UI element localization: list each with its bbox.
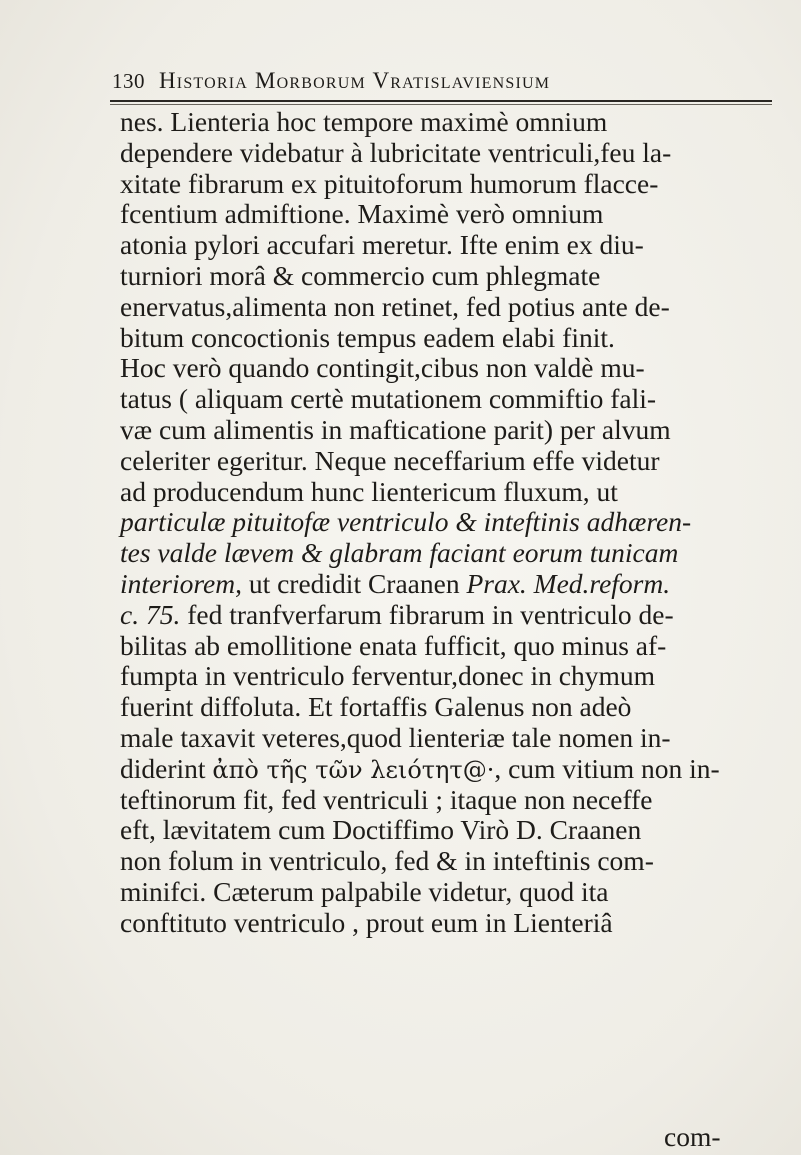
- roman-segment: ut credidit Craanen: [241, 567, 467, 599]
- text-line: conftituto ventriculo , prout eum in Lienteriâ: [120, 906, 613, 938]
- text-line: non folum in ventriculo, fed & in inteftinis com-: [120, 845, 654, 877]
- text-line-mixed: [120, 600, 770, 631]
- text-line: Hoc verò quando contingit,cibus non valdè mu-: [120, 352, 645, 384]
- page-number: 130: [112, 69, 145, 93]
- text-line: væ cum alimentis in mafticatione parit) per alvum: [120, 413, 671, 445]
- text-line: nes. Lienteria hoc tempore maximè omnium: [120, 106, 608, 137]
- roman-segment: diderint: [120, 752, 213, 784]
- text-line: tatus ( aliquam certè mutationem commiftio fali-: [120, 383, 657, 415]
- text-line: fuerint diffoluta. Et fortaffis Galenus non adeò: [120, 691, 632, 723]
- running-header: [112, 68, 772, 100]
- text-line-mixed: [120, 754, 770, 785]
- text-line: atonia pylori accufari meretur. Ifte enim ex diu-: [120, 229, 644, 261]
- body-text: [120, 107, 770, 939]
- text-line: fumpta in ventriculo ferventur,donec in chymum: [120, 660, 655, 692]
- italic-segment: interiorem,: [120, 567, 242, 599]
- text-line: ad producendum hunc lientericum fluxum, ut: [120, 475, 618, 507]
- italic-segment: c. 75.: [120, 598, 181, 630]
- text-line: celeriter egeritur. Neque neceffarium effe videtur: [120, 444, 660, 476]
- greek-phrase: ἀπὸ τῆς τῶν λειότητ@·: [212, 755, 495, 784]
- text-line-italic: particulæ pituitofæ ventriculo & inteftinis adhæren-: [120, 506, 692, 538]
- text-line: minifci. Cæterum palpabile videtur, quod ita: [120, 875, 609, 907]
- text-line-italic: tes valde lævem & glabram faciant eorum tunicam: [120, 537, 679, 569]
- roman-segment: fed tranfverfarum fibrarum in ventriculo de-: [180, 598, 674, 630]
- text-line: bilitas ab emollitione enata fufficit, quo minus af-: [120, 629, 667, 661]
- text-line: fcentium admiftione. Maximè verò omnium: [120, 198, 604, 230]
- text-line: dependere videbatur à lubricitate ventriculi,feu la-: [120, 136, 672, 168]
- italic-citation: Prax. Med.reform.: [466, 567, 671, 599]
- text-line: turniori morâ & commercio cum phlegmate: [120, 259, 601, 291]
- text-line: bitum concoctionis tempus eadem elabi finit.: [120, 321, 615, 353]
- text-line: enervatus,alimenta non retinet, fed potius ante de-: [120, 290, 670, 322]
- header-rule: [110, 100, 772, 102]
- text-line: xitate fibrarum ex pituitoforum humorum flacce-: [120, 167, 659, 199]
- text-line: teftinorum fit, fed ventriculi ; itaque non neceffe: [120, 783, 653, 815]
- header-rule-thin: [110, 104, 772, 105]
- text-line-mixed: [120, 569, 770, 600]
- catchword: com-: [664, 1121, 721, 1152]
- running-title: Historia Morborum Vratislaviensium: [159, 68, 551, 93]
- text-line: male taxavit veteres,quod lienteriæ tale nomen in-: [120, 721, 671, 753]
- text-line: eft, lævitatem cum Doctiffimo Virò D. Craanen: [120, 814, 642, 846]
- roman-segment: , cum vitium non in-: [494, 752, 720, 784]
